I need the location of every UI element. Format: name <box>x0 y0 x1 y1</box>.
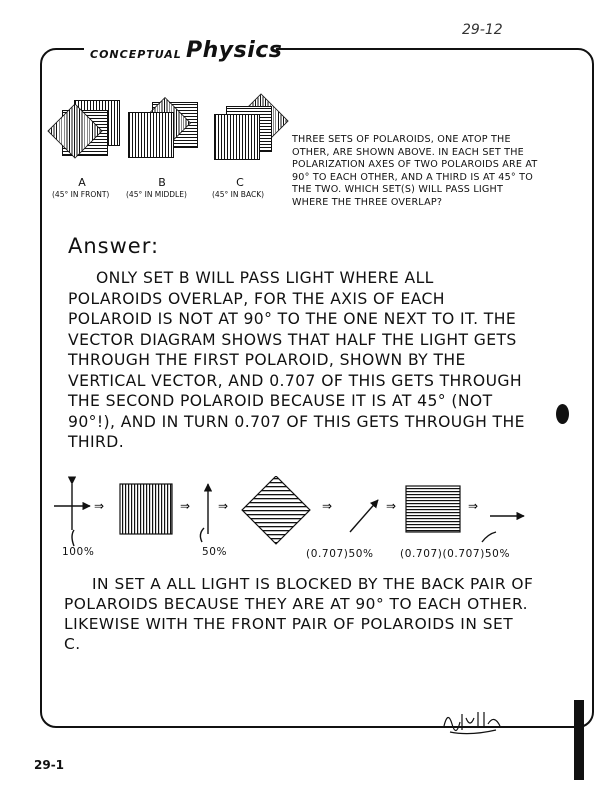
polaroid-b-front <box>128 112 174 158</box>
pointer-final <box>482 532 496 542</box>
set-c-letter: C <box>236 176 244 189</box>
brand-physics: Physics <box>186 38 283 63</box>
footer-page-number: 29-1 <box>34 758 65 772</box>
polaroid-vertical <box>120 484 172 534</box>
label-50-percent: 50% <box>202 546 228 558</box>
svg-text:⇒: ⇒ <box>218 499 229 513</box>
set-a-letter: A <box>78 176 86 189</box>
diagonal-vector <box>350 500 378 532</box>
svg-text:⇒: ⇒ <box>386 499 397 513</box>
label-0707-0707-50-percent: (0.707)(0.707)50% <box>400 548 511 560</box>
pointer-100 <box>72 530 74 546</box>
answer-body <box>68 268 532 453</box>
svg-text:⇒: ⇒ <box>468 499 479 513</box>
svg-text:⇒: ⇒ <box>180 499 191 513</box>
set-c-caption: (45° IN BACK) <box>212 190 265 199</box>
set-b-letter: B <box>158 176 166 189</box>
answer-heading: Answer: <box>68 234 160 258</box>
label-0707-50-percent: (0.707)50% <box>306 548 374 560</box>
polaroid-horizontal <box>406 486 460 532</box>
svg-text:⇒: ⇒ <box>322 499 333 513</box>
pointer-50 <box>200 528 204 542</box>
question-text: THREE SETS OF POLAROIDS, ONE ATOP THE OTHER, ARE SHOWN ABOVE. IN EACH SET THE POLARIZATION AXES OF TWO POLAROIDS ARE AT 90° TO EACH OTHER, AND A THIRD IS AT 45° TO THE TWO. WHICH SET(S) WILL PASS LIGHT WHERE THE THREE OVERLAP? <box>292 134 538 208</box>
closing-paragraph <box>64 574 534 654</box>
brand-conceptual: CONCEPTUAL <box>90 48 182 61</box>
label-100-percent: 100% <box>62 546 95 558</box>
set-b-caption: (45° IN MIDDLE) <box>126 190 187 199</box>
answer-body-text: ONLY SET B WILL PASS LIGHT WHERE ALL POLAROIDS OVERLAP, FOR THE AXIS OF EACH POLAROID IS NOT AT 90° TO THE ONE NEXT TO IT. THE VECTOR DIAGRAM SHOWS THAT HALF THE LIGHT GETS THROUGH THE FIRST POLAROID, SHOWN BY THE VERTICAL VECTOR, AND 0.707 OF THIS GETS THROUGH THE SECOND POLAROID BECAUSE IT IS AT 45° (NOT 90°!), AND IN TURN 0.707 OF THIS GETS THROUGH THE THIRD. <box>68 269 525 451</box>
closing-text: IN SET A ALL LIGHT IS BLOCKED BY THE BACK PAIR OF POLAROIDS BECAUSE THEY ARE AT 90° TO EACH OTHER. LIKEWISE WITH THE FRONT PAIR OF POLAROIDS IN SET C. <box>64 575 534 653</box>
polaroid-set-c <box>208 96 298 174</box>
author-signature <box>440 704 510 738</box>
binder-edge-mark <box>574 700 584 780</box>
polaroid-diagonal <box>242 476 310 544</box>
polaroid-set-b <box>124 96 214 174</box>
svg-text:⇒: ⇒ <box>94 499 105 513</box>
polaroid-c-front <box>214 114 260 160</box>
binder-hole-top <box>556 404 569 424</box>
page-reference: 29-12 <box>462 22 503 38</box>
set-a-caption: (45° IN FRONT) <box>52 190 110 199</box>
